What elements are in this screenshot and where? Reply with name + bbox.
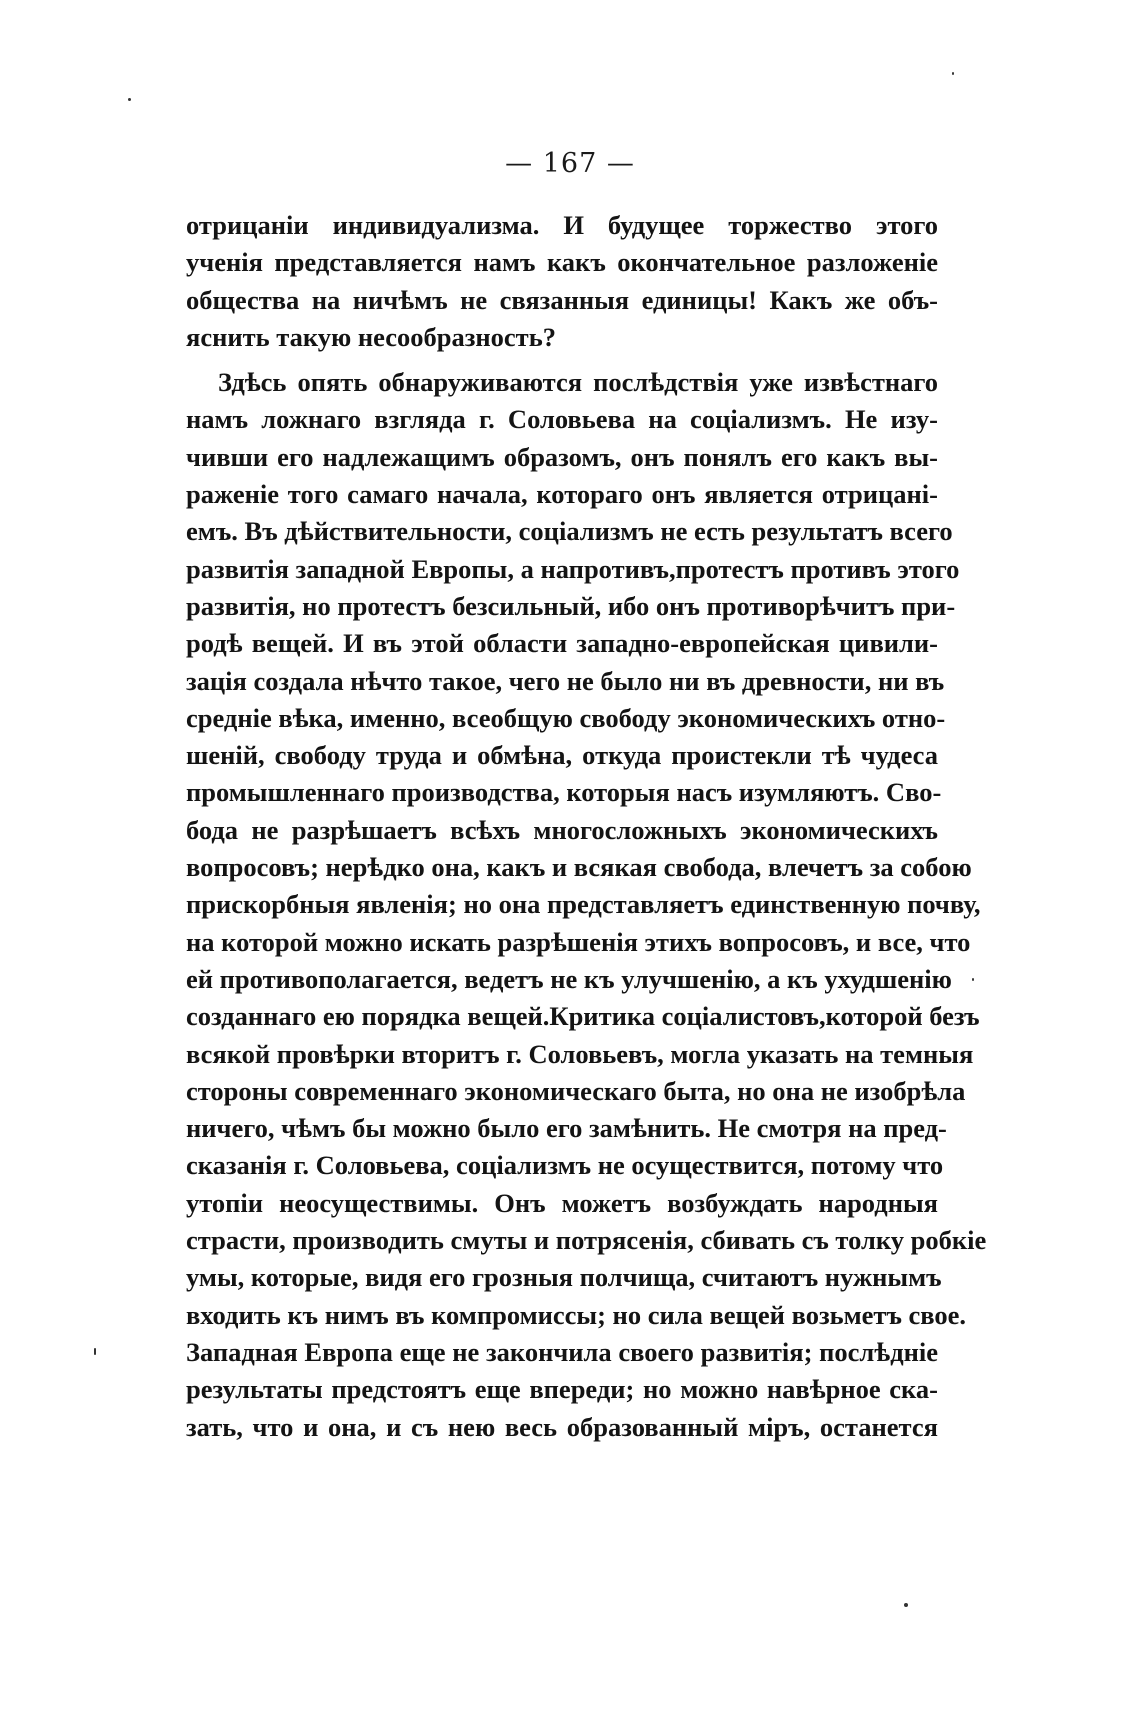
text-line: общества на ничѣмъ не связанныя единицы! Какъ же объ- xyxy=(186,284,938,315)
text-line: яснить такую несообразность? xyxy=(186,321,556,352)
scan-speck xyxy=(904,1603,908,1607)
body-text xyxy=(186,207,987,1446)
text-line: родѣ вещей. И въ этой области западно-европейская цивили- xyxy=(186,628,938,659)
text-line: прискорбныя явленія; но она представляетъ единственную почву, xyxy=(186,889,981,920)
text-line: бода не разрѣшаетъ всѣхъ многосложныхъ экономическихъ xyxy=(186,814,938,845)
text-line: Западная Европа еще не закончила своего развитія; послѣдніе xyxy=(186,1336,938,1367)
text-line: входить къ нимъ въ компромиссы; но сила вещей возьметъ свое. xyxy=(186,1299,967,1330)
text-line: зація создала нѣчто такое, чего не было ни въ древности, ни въ xyxy=(186,665,945,696)
text-line: всякой провѣрки вторитъ г. Соловьевъ, могла указать на темныя xyxy=(186,1038,974,1069)
text-line: ей противополагается, ведетъ не къ улучшенію, а къ ухудшенію xyxy=(186,963,952,994)
text-line: ничего, чѣмъ бы можно было его замѣнить. Не смотря на пред- xyxy=(186,1113,947,1144)
text-line: ученія представляется намъ какъ окончательное разложеніе xyxy=(186,247,938,278)
text-line: утопіи неосуществимы. Онъ можетъ возбуждать народныя xyxy=(186,1187,938,1218)
text-line: вопросовъ; нерѣдко она, какъ и всякая свобода, влечетъ за собою xyxy=(186,852,972,883)
text-line: промышленнаго производства, которыя насъ изумляютъ. Сво- xyxy=(186,777,942,808)
paragraph-gap xyxy=(186,356,938,364)
text-line: умы, которые, видя его грозныя полчища, считаютъ нужнымъ xyxy=(186,1262,942,1293)
scan-speck xyxy=(952,72,954,75)
text-line: страсти, производить смуты и потрясенія, сбивать съ толку робкіе xyxy=(186,1225,987,1256)
scan-speck xyxy=(94,1348,96,1355)
text-line: сказанія г. Соловьева, соціализмъ не осуществится, потому что xyxy=(186,1150,944,1181)
text-line: Здѣсь опять обнаруживаются послѣдствія уже извѣстнаго xyxy=(218,367,938,398)
text-line: емъ. Въ дѣйствительности, соціализмъ не есть результатъ всего xyxy=(186,516,953,547)
text-line: отрицаніи индивидуализма. И будущее торжество этого xyxy=(186,210,938,240)
text-line: развитія западной Европы, а напротивъ,протестъ противъ этого xyxy=(186,553,960,584)
text-line: развитія, но протестъ безсильный, ибо онъ противорѣчитъ при- xyxy=(186,590,956,621)
text-line: намъ ложнаго взгляда г. Соловьева на соціализмъ. Не изу- xyxy=(186,404,938,435)
text-line: результаты предстоятъ еще впереди; но можно навѣрное ска- xyxy=(186,1374,938,1405)
text-line: зать, что и она, и съ нею весь образованный міръ, останется xyxy=(186,1411,938,1442)
text-line: на которой можно искать разрѣшенія этихъ вопросовъ, и все, что xyxy=(186,926,971,957)
text-line: средніе вѣка, именно, всеобщую свободу экономическихъ отно- xyxy=(186,702,946,733)
scan-speck xyxy=(128,98,131,101)
page-number: — 167 — xyxy=(505,148,635,179)
text-line: чивши его надлежащимъ образомъ, онъ понялъ его какъ вы- xyxy=(186,441,938,472)
text-line: раженіе того самаго начала, котораго онъ является отрицані- xyxy=(186,479,938,510)
text-line: созданнаго ею порядка вещей.Критика соціалистовъ,которой безъ xyxy=(186,1001,980,1032)
scan-speck xyxy=(972,978,974,981)
text-line: стороны современнаго экономическаго быта, но она не изобрѣла xyxy=(186,1075,966,1106)
text-line: шеній, свободу труда и обмѣна, откуда проистекли тѣ чудеса xyxy=(186,740,938,771)
